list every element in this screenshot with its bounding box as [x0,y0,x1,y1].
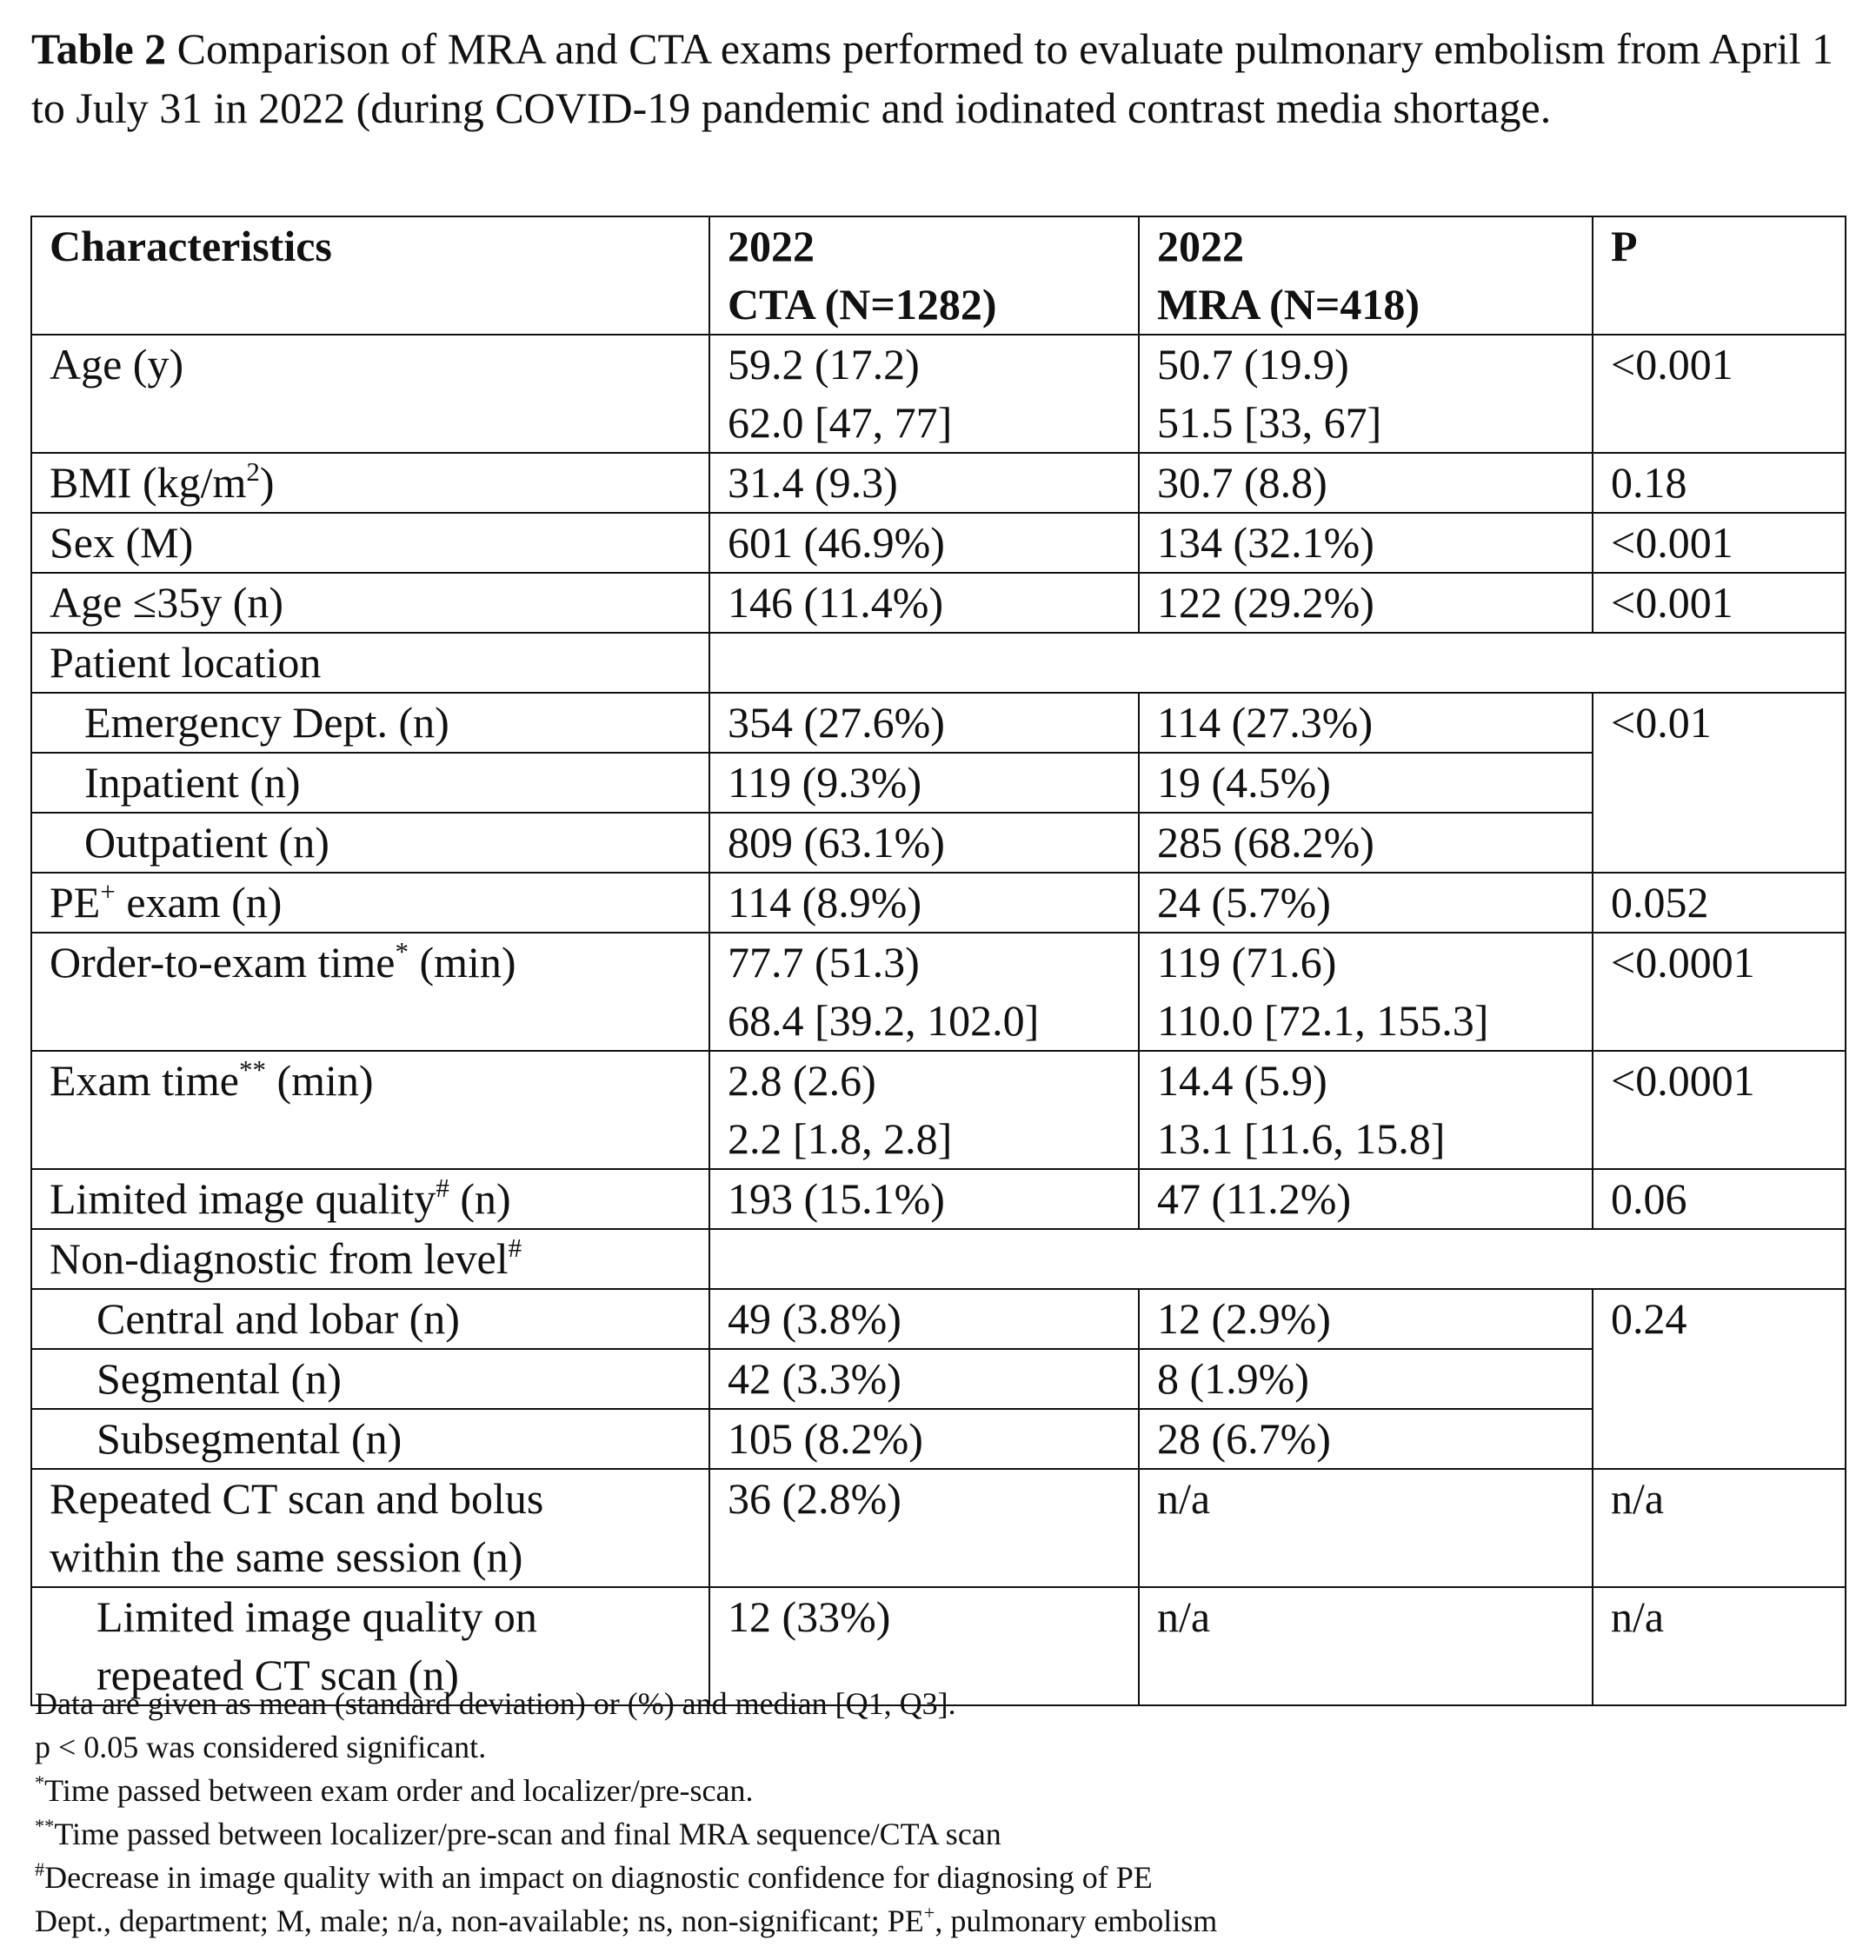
table-row [31,1289,1846,1349]
row-label: Age ≤35y (n) [31,573,709,633]
table-row [31,453,1846,513]
cta-cell: 114 (8.9%) [709,873,1139,933]
table-row [31,813,1846,873]
footnote: *Time passed between exam order and localizer/pre-scan. [35,1771,754,1808]
cta-cell: 12 (33%) [709,1587,1139,1705]
table-row [31,335,1846,453]
p-cell: 0.06 [1593,1169,1846,1229]
mra-cell: 19 (4.5%) [1139,753,1593,813]
cta-cell: 31.4 (9.3) [709,453,1139,513]
p-cell: 0.18 [1593,453,1846,513]
row-label: Repeated CT scan and bolus within the same session (n) [31,1469,709,1587]
cta-cell: 354 (27.6%) [709,693,1139,753]
mra-cell: 14.4 (5.9) 13.1 [11.6, 15.8] [1139,1051,1593,1169]
mra-cell: 50.7 (19.9) 51.5 [33, 67] [1139,335,1593,453]
row-label: PE+ exam (n) [31,873,709,933]
cta-cell: 809 (63.1%) [709,813,1139,873]
p-cell: <0.01 [1593,693,1846,873]
table-row [31,1349,1846,1409]
table-row [31,1229,1846,1289]
table-row [31,633,1846,693]
row-label: Age (y) [31,335,709,453]
row-label: Order-to-exam time* (min) [31,933,709,1051]
mra-cell: 134 (32.1%) [1139,513,1593,573]
p-cell: <0.001 [1593,573,1846,633]
mra-cell: 12 (2.9%) [1139,1289,1593,1349]
row-label: Emergency Dept. (n) [31,693,709,753]
cta-cell: 601 (46.9%) [709,513,1139,573]
mra-cell: 47 (11.2%) [1139,1169,1593,1229]
footnote: **Time passed between localizer/pre-scan and final MRA sequence/CTA scan [35,1815,1001,1851]
row-label: Sex (M) [31,513,709,573]
row-label: Exam time** (min) [31,1051,709,1169]
cta-cell: 193 (15.1%) [709,1169,1139,1229]
table-row [31,753,1846,813]
cta-cell: 42 (3.3%) [709,1349,1139,1409]
row-label: Limited image quality# (n) [31,1169,709,1229]
empty-cell [709,1229,1846,1289]
p-cell: 0.052 [1593,873,1846,933]
p-cell: n/a [1593,1469,1846,1587]
table-row [31,513,1846,573]
header-p: P [1593,216,1846,335]
table-footnotes [35,1682,1843,1943]
table-row [31,573,1846,633]
table-row [31,933,1846,1051]
p-cell: <0.0001 [1593,1051,1846,1169]
cta-cell: 146 (11.4%) [709,573,1139,633]
footnote: Data are given as mean (standard deviation) or (%) and median [Q1, Q3]. [35,1686,956,1721]
p-cell: n/a [1593,1587,1846,1705]
row-label: Central and lobar (n) [31,1289,709,1349]
table-row [31,1169,1846,1229]
cta-cell: 105 (8.2%) [709,1409,1139,1469]
table-header-row [31,216,1846,335]
mra-cell: 122 (29.2%) [1139,573,1593,633]
caption-text: Comparison of MRA and CTA exams performed to evaluate pulmonary embolism from April 1 to July 31 in 2022 (during COVID-19 pandemic and iodinated contrast media shortage. [31,24,1834,132]
row-label: Non-diagnostic from level# [31,1229,709,1289]
p-cell: <0.001 [1593,513,1846,573]
mra-cell: n/a [1139,1469,1593,1587]
cta-cell: 2.8 (2.6) 2.2 [1.8, 2.8] [709,1051,1139,1169]
mra-cell: 30.7 (8.8) [1139,453,1593,513]
caption-label: Table 2 [31,24,167,73]
comparison-table [30,216,1846,1706]
mra-cell: 8 (1.9%) [1139,1349,1593,1409]
table-row [31,1051,1846,1169]
table-row [31,693,1846,753]
mra-cell: 28 (6.7%) [1139,1409,1593,1469]
mra-cell: 24 (5.7%) [1139,873,1593,933]
empty-cell [709,633,1846,693]
cta-cell: 59.2 (17.2) 62.0 [47, 77] [709,335,1139,453]
footnote: p < 0.05 was considered significant. [35,1730,487,1764]
mra-cell: 285 (68.2%) [1139,813,1593,873]
row-label: Outpatient (n) [31,813,709,873]
row-label: Inpatient (n) [31,753,709,813]
table-row [31,1469,1846,1587]
cta-cell: 119 (9.3%) [709,753,1139,813]
row-label: Subsegmental (n) [31,1409,709,1469]
mra-cell: 114 (27.3%) [1139,693,1593,753]
row-label: BMI $(kg/m^2)$ [31,453,709,513]
mra-cell: 119 (71.6) 110.0 [72.1, 155.3] [1139,933,1593,1051]
header-cta: 2022 CTA (N=1282) [709,216,1139,335]
table-row [31,873,1846,933]
cta-cell: 77.7 (51.3) 68.4 [39.2, 102.0] [709,933,1139,1051]
header-characteristics: Characteristics [31,216,709,335]
row-label: Limited image quality on repeated CT scan (n) [31,1587,709,1705]
header-mra: 2022 MRA (N=418) [1139,216,1593,335]
table-row [31,1409,1846,1469]
p-cell: <0.001 [1593,335,1846,453]
row-label: Patient location [31,633,709,693]
footnote: Dept., department; M, male; n/a, non-available; ns, non-significant; PE+, pulmonary embolism [35,1902,1218,1938]
table-caption [31,19,1839,137]
cta-cell: 49 (3.8%) [709,1289,1139,1349]
row-label: Segmental (n) [31,1349,709,1409]
p-cell: <0.0001 [1593,933,1846,1051]
mra-cell: n/a [1139,1587,1593,1705]
footnote: #Decrease in image quality with an impact on diagnostic confidence for diagnosing of PE [35,1858,1153,1895]
cta-cell: 36 (2.8%) [709,1469,1139,1587]
p-cell: 0.24 [1593,1289,1846,1469]
